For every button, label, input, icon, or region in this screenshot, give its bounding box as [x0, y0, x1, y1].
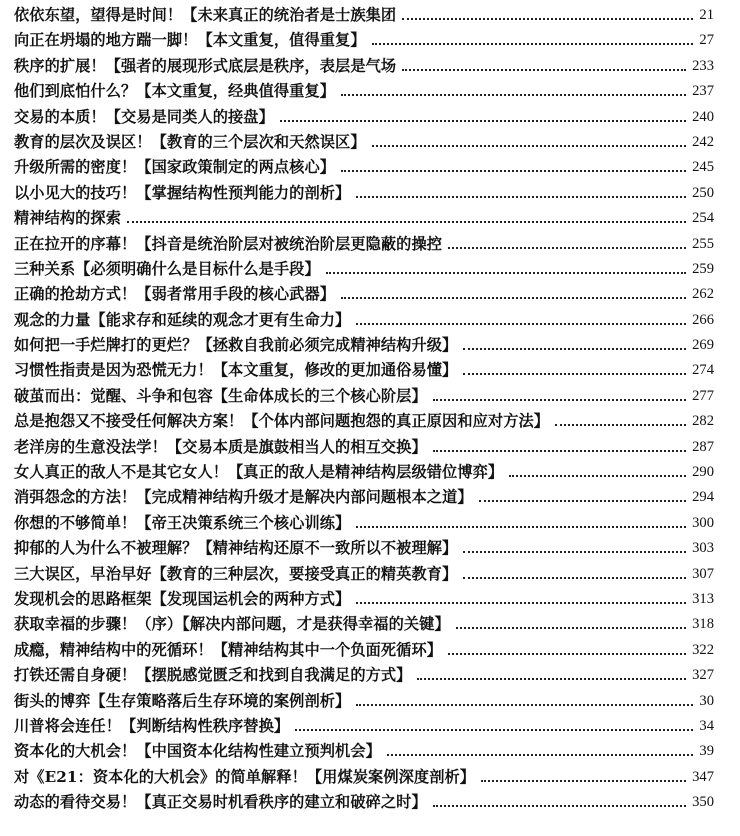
- toc-dot-leader: [341, 94, 686, 96]
- toc-dot-leader: [463, 373, 686, 375]
- toc-entry: [14, 612, 726, 637]
- toc-entry-title: 正在拉开的序幕！【抖音是统治阶层对被统治阶层更隐蔽的操控: [14, 234, 443, 253]
- toc-entry-title: 秩序的扩展！【强者的展现形式底层是秩序，表层是气场: [14, 56, 397, 75]
- toc-entry-title: 资本化的大机会！【中国资本化结构性建立预判机会】: [14, 742, 381, 761]
- toc-dot-leader: [555, 424, 686, 426]
- toc-entry-page: 290: [692, 464, 714, 481]
- toc-entry: [14, 587, 726, 612]
- toc-dot-leader: [326, 272, 686, 274]
- toc-dot-leader: [463, 577, 686, 579]
- toc-dot-leader: [433, 399, 686, 401]
- toc-entry-page: 307: [692, 565, 714, 582]
- toc-entry: [14, 409, 726, 434]
- toc-dot-leader: [295, 729, 693, 731]
- toc-entry-title: 街头的博弈【生存策略落后生存环境的案例剖析】: [14, 691, 351, 710]
- toc-entry-page: 327: [692, 667, 714, 684]
- toc-entry-page: 240: [692, 108, 714, 125]
- toc-entry-title: 如何把一手烂牌打的更烂？【拯救自我前必须完成精神结构升级】: [14, 336, 458, 355]
- toc-entry: [14, 765, 726, 790]
- toc-entry: [14, 790, 726, 815]
- toc-entry-page: 318: [692, 616, 714, 633]
- toc-dot-leader: [372, 145, 686, 147]
- toc-dot-leader: [356, 323, 686, 325]
- toc-dot-leader: [463, 551, 686, 553]
- toc-entry: [14, 358, 726, 383]
- toc-entry: [14, 511, 726, 536]
- toc-entry: [14, 257, 726, 282]
- toc-entry: [14, 3, 726, 28]
- toc-entry-page: 282: [692, 413, 714, 430]
- toc-entry: [14, 536, 726, 561]
- toc-dot-leader: [387, 754, 694, 756]
- toc-dot-leader: [481, 780, 686, 782]
- toc-entry: [14, 739, 726, 764]
- toc-entry-title: 消弭怨念的方法！【完成精神结构升级才是解决内部问题根本之道】: [14, 488, 473, 507]
- toc-entry-page: 274: [692, 362, 714, 379]
- toc-entry-page: 266: [692, 311, 714, 328]
- toc-entry-page: 269: [692, 337, 714, 354]
- toc-entry: [14, 689, 726, 714]
- toc-entry-title: 他们到底怕什么？【本文重复，经典值得重复】: [14, 82, 336, 101]
- toc-entry-title: 你想的不够简单！【帝王决策系统三个核心训练】: [14, 513, 351, 532]
- toc-entry-title: 精神结构的探索: [14, 209, 122, 228]
- toc-entry-page: 237: [692, 83, 714, 100]
- toc-entry-title: 动态的看待交易！【真正交易时机看秩序的建立和破碎之时】: [14, 793, 427, 812]
- toc-dot-leader: [448, 653, 686, 655]
- toc-entry-title: 抑郁的人为什么不被理解？【精神结构还原不一致所以不被理解】: [14, 539, 458, 558]
- toc-dot-leader: [341, 297, 686, 299]
- toc-entry: [14, 54, 726, 79]
- toc-entry-title: 成瘾，精神结构中的死循环！【精神结构其中一个负面死循环】: [14, 640, 443, 659]
- toc-entry-title: 破茧而出：觉醒、斗争和包容【生命体成长的三个核心阶层】: [14, 386, 427, 405]
- toc-entry-page: 322: [692, 641, 714, 658]
- toc-dot-leader: [402, 69, 686, 71]
- toc-entry-page: 27: [699, 32, 714, 49]
- toc-entry-page: 303: [692, 540, 714, 557]
- toc-entry: [14, 460, 726, 485]
- toc-entry-title: 总是抱怨又不接受任何解决方案！【个体内部问题抱怨的真正原因和应对方法】: [14, 412, 550, 431]
- toc-dot-leader: [372, 43, 694, 45]
- toc-entry: [14, 714, 726, 739]
- toc-entry-title: 依依东望，望得是时间！【未来真正的统治者是士族集团: [14, 6, 397, 24]
- toc-entry-page: 21: [699, 7, 714, 23]
- toc-entry: [14, 232, 726, 257]
- toc-dot-leader: [356, 526, 686, 528]
- toc-entry-page: 262: [692, 286, 714, 303]
- toc-entry-page: 255: [692, 235, 714, 252]
- toc-entry: [14, 28, 726, 53]
- toc-entry-page: 294: [692, 489, 714, 506]
- toc-dot-leader: [509, 475, 686, 477]
- toc-entry-page: 245: [692, 159, 714, 176]
- toc-entry: [14, 155, 726, 180]
- toc-entry-page: 254: [692, 210, 714, 227]
- toc-entry-title: 教育的层次及误区！【教育的三个层次和天然误区】: [14, 132, 366, 151]
- toc-dot-leader: [280, 120, 686, 122]
- toc-dot-leader: [433, 450, 686, 452]
- toc-entry-page: 347: [692, 768, 714, 785]
- toc-entry: [14, 638, 726, 663]
- toc-entry: [14, 181, 726, 206]
- toc-dot-leader: [127, 221, 686, 223]
- toc-entry-title: 对《E21：资本化的大机会》的简单解释！【用煤炭案例深度剖析】: [14, 767, 476, 786]
- toc-dot-leader: [456, 627, 686, 629]
- toc-entry-page: 277: [692, 387, 714, 404]
- toc-entry-page: 287: [692, 438, 714, 455]
- toc-entry-title: 三大误区，早治早好【教育的三种层次，要接受真正的精英教育】: [14, 564, 458, 583]
- toc-entry-title: 观念的力量【能求存和延续的观念才更有生命力】: [14, 310, 351, 329]
- toc-dot-leader: [433, 805, 686, 807]
- toc-entry-title: 以小见大的技巧！【掌握结构性预判能力的剖析】: [14, 183, 351, 202]
- toc-dot-leader: [448, 247, 686, 249]
- toc-entry: [14, 384, 726, 409]
- toc-entry-title: 交易的本质！【交易是同类人的接盘】: [14, 107, 274, 126]
- toc-entry-page: 250: [692, 184, 714, 201]
- toc-dot-leader: [479, 500, 686, 502]
- toc-entry-page: 39: [699, 743, 714, 760]
- toc-entry-title: 打铁还需自身硬！【摆脱感觉匮乏和找到自我满足的方式】: [14, 666, 412, 685]
- toc-entry: [14, 308, 726, 333]
- toc-entry: [14, 130, 726, 155]
- toc-entry: [14, 105, 726, 130]
- toc-entry-title: 正确的抢劫方式！【弱者常用手段的核心武器】: [14, 285, 336, 304]
- toc-dot-leader: [341, 170, 686, 172]
- toc-entry: [14, 79, 726, 104]
- toc-dot-leader: [463, 348, 686, 350]
- toc-entry-page: 300: [692, 514, 714, 531]
- toc-entry-page: 242: [692, 133, 714, 150]
- toc-entry-page: 313: [692, 590, 714, 607]
- toc-entry-title: 老洋房的生意没法学！【交易本质是旗鼓相当人的相互交换】: [14, 437, 427, 456]
- toc-entry-title: 向正在坍塌的地方踹一脚！【本文重复，值得重复】: [14, 31, 366, 50]
- toc-entry-title: 三种关系【必须明确什么是目标什么是手段】: [14, 259, 320, 278]
- toc-dot-leader: [417, 678, 686, 680]
- toc-entry-title: 获取幸福的步骤！（序）【解决内部问题，才是获得幸福的关键】: [14, 615, 450, 634]
- toc-entry-title: 习惯性指责是因为恐慌无力！【本文重复，修改的更加通俗易懂】: [14, 361, 458, 380]
- toc-entry-page: 350: [692, 794, 714, 811]
- toc-entry: [14, 206, 726, 231]
- toc-dot-leader: [402, 18, 693, 20]
- toc-entry-title: 女人真正的敌人不是其它女人！【真正的敌人是精神结构层级错位博弈】: [14, 463, 504, 482]
- toc-entry: [14, 663, 726, 688]
- toc-entry: [14, 333, 726, 358]
- toc-entry: [14, 282, 726, 307]
- toc-entry-title: 升级所需的密度！【国家政策制定的两点核心】: [14, 158, 336, 177]
- toc-entry: [14, 435, 726, 460]
- toc-dot-leader: [356, 196, 686, 198]
- toc-entry-title: 川普将会连任！【判断结构性秩序替换】: [14, 716, 290, 735]
- toc-entry-page: 30: [699, 692, 714, 709]
- toc-entry-page: 233: [692, 57, 714, 74]
- toc-dot-leader: [356, 602, 686, 604]
- toc-dot-leader: [356, 704, 693, 706]
- toc-entry-title: 发现机会的思路框架【发现国运机会的两种方式】: [14, 589, 351, 608]
- toc-entry-page: 34: [699, 717, 714, 734]
- toc-entry: [14, 485, 726, 510]
- toc-entry: [14, 562, 726, 587]
- table-of-contents: [14, 3, 726, 816]
- toc-entry-page: 259: [692, 260, 714, 277]
